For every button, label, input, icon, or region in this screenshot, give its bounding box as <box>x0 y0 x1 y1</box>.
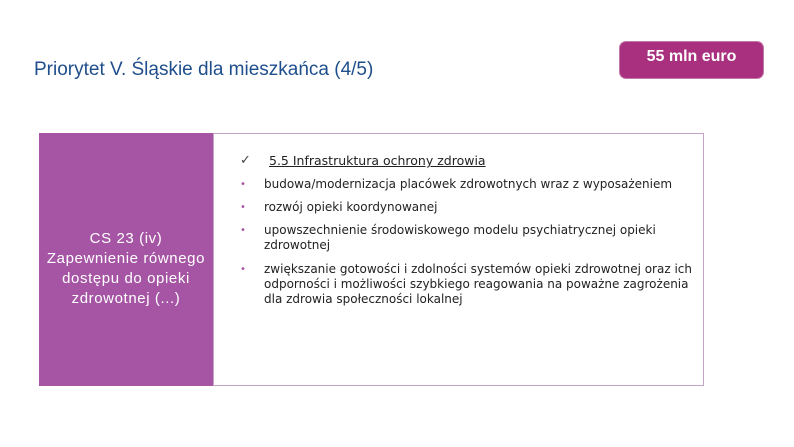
bullet-icon: • <box>240 264 246 275</box>
list-item-text: budowa/modernizacja placówek zdrowotnych wraz z wyposażeniem <box>264 177 673 191</box>
bullet-icon: • <box>240 225 246 236</box>
bullet-icon: • <box>240 179 246 190</box>
slide-title: Priorytet V. Śląskie dla mieszkańca (4/5) <box>34 59 374 80</box>
list-item-text: upowszechnienie środowiskowego modelu psychiatrycznej opieki zdrowotnej <box>264 223 656 252</box>
list-item <box>238 177 704 192</box>
objective-text: CS 23 (iv) Zapewnienie równego dostępu do opieki zdrowotnej (...) <box>46 229 206 307</box>
list-item-text: rozwój opieki koordynowanej <box>264 200 438 214</box>
list-item <box>238 262 704 307</box>
content-heading-text: 5.5 Infrastruktura ochrony zdrowia <box>269 153 486 168</box>
content-heading <box>240 153 486 168</box>
list-item <box>238 200 704 215</box>
bullet-icon: • <box>240 202 246 213</box>
checkmark-icon: ✓ <box>240 153 251 168</box>
objective-panel <box>39 133 213 386</box>
budget-badge: 55 mln euro <box>620 42 763 78</box>
content-box <box>213 133 704 386</box>
list-item <box>238 223 694 253</box>
list-item-text: zwiększanie gotowości i zdolności systemów opieki zdrowotnej oraz ich odporności i możliwości szybkiego reagowania na poważne zagrożenia dla zdrowia społeczności lokalnej <box>264 262 692 306</box>
